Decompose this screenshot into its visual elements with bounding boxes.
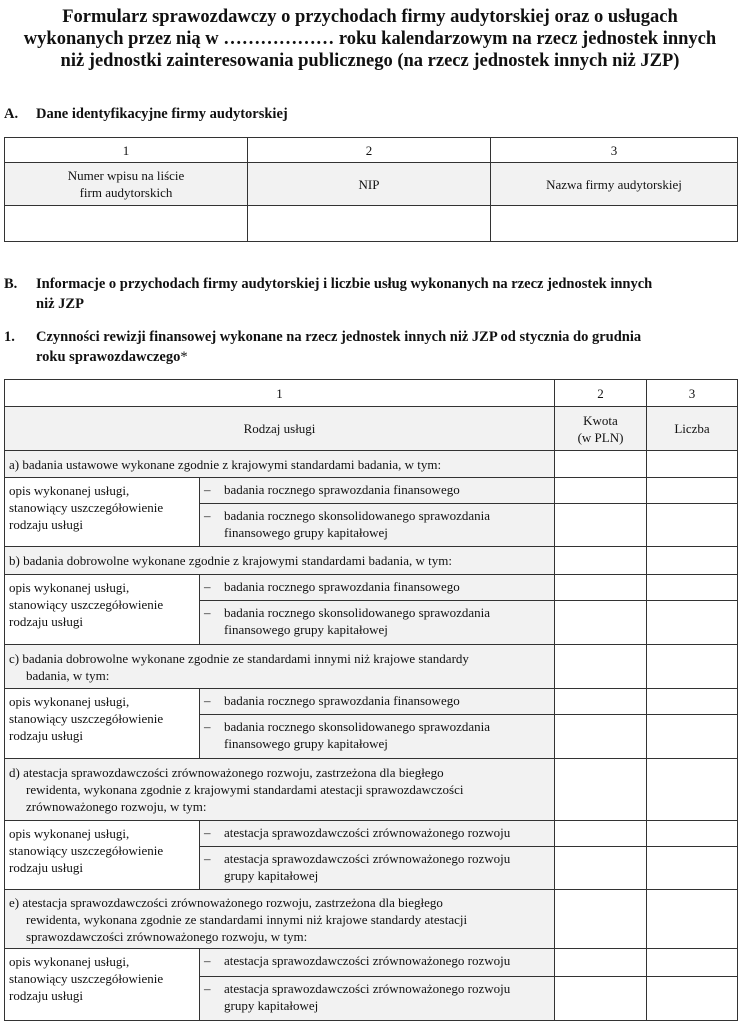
- dash-bullet: –: [204, 825, 211, 840]
- subitem-line: badania rocznego sprawozdania finansowego: [224, 482, 460, 497]
- label-line: rodzaju usługi: [9, 728, 84, 743]
- header-firm-name: Nazwa firmy audytorskiej: [491, 163, 738, 206]
- dash-bullet: –: [204, 851, 211, 866]
- amount-field[interactable]: [555, 715, 647, 759]
- description-label: [5, 575, 200, 645]
- count-field[interactable]: [647, 949, 738, 977]
- column-number: 3: [647, 380, 738, 407]
- section-number: 1.: [4, 329, 15, 345]
- amount-field[interactable]: [555, 601, 647, 645]
- column-number: 3: [491, 138, 738, 163]
- subitem-line: grupy kapitałowej: [224, 868, 319, 883]
- heading-line: Czynności rewizji finansowej wykonane na rzecz jednostek innych niż JZP od stycznia do grudnia: [36, 329, 642, 345]
- label-line: stanowiący uszczegółowienie: [9, 597, 164, 612]
- label-line: stanowiący uszczegółowienie: [9, 500, 164, 515]
- section-a-heading: [4, 104, 288, 124]
- audit-services-table: [4, 379, 738, 1021]
- dash-bullet: –: [204, 953, 211, 968]
- table-row-subitem: [5, 689, 738, 715]
- subitem-line: atestacja sprawozdawczości zrównoważonego rozwoju: [224, 981, 511, 996]
- subitem-line: grupy kapitałowej: [224, 998, 319, 1013]
- service-category-e: [5, 890, 555, 949]
- subitem-line: finansowego grupy kapitałowej: [224, 736, 388, 751]
- label-line: opis wykonanej usługi,: [9, 694, 130, 709]
- amount-field[interactable]: [555, 451, 647, 478]
- heading-line: niż JZP: [36, 296, 84, 312]
- count-field[interactable]: [647, 601, 738, 645]
- label-line: rodzaju usługi: [9, 988, 84, 1003]
- description-label: [5, 689, 200, 759]
- subitem-text: [224, 824, 510, 841]
- title-line: Formularz sprawozdawczy o przychodach firmy audytorskiej oraz o usługach: [62, 7, 678, 27]
- category-line: b) badania dobrowolne wykonane zgodnie z krajowymi standardami badania, w tym:: [9, 553, 452, 568]
- category-line: rewidenta, wykonana zgodnie z krajowymi standardami atestacji sprawozdawczości: [26, 782, 464, 797]
- amount-field[interactable]: [555, 575, 647, 601]
- header-service-type: Rodzaj usługi: [5, 407, 555, 451]
- title-line: niż jednostki zainteresowania publicznego (na rzecz jednostek innych niż JZP): [60, 51, 680, 71]
- table-row-subitem: [5, 575, 738, 601]
- label-line: stanowiący uszczegółowienie: [9, 971, 164, 986]
- subitem-text: [224, 481, 460, 498]
- category-line: d) atestacja sprawozdawczości zrównoważonego rozwoju, zastrzeżona dla biegłego: [9, 765, 444, 780]
- service-subitem: [200, 601, 555, 645]
- amount-field[interactable]: [555, 759, 647, 821]
- subitem-text: [224, 578, 460, 595]
- amount-field[interactable]: [555, 821, 647, 847]
- subitem-line: badania rocznego skonsolidowanego sprawozdania: [224, 719, 491, 734]
- table-row-group-b: [5, 547, 738, 575]
- subitem-line: atestacja sprawozdawczości zrównoważonego rozwoju: [224, 825, 511, 840]
- subitem-text: [224, 692, 460, 709]
- service-subitem: [200, 504, 555, 547]
- count-field[interactable]: [647, 478, 738, 504]
- amount-field[interactable]: [555, 547, 647, 575]
- header-line: (w PLN): [577, 429, 624, 445]
- header-count: Liczba: [647, 407, 738, 451]
- table-row-group-d: [5, 759, 738, 821]
- service-category-c: [5, 645, 555, 689]
- amount-field[interactable]: [555, 890, 647, 949]
- column-number: 2: [555, 380, 647, 407]
- subitem-line: badania rocznego sprawozdania finansowego: [224, 693, 460, 708]
- column-number: 1: [5, 380, 555, 407]
- service-subitem: [200, 977, 555, 1021]
- subitem-line: badania rocznego sprawozdania finansowego: [224, 579, 460, 594]
- category-line: sprawozdawczości zrównoważonego rozwoju, w tym:: [26, 928, 308, 944]
- section-number: A.: [4, 106, 19, 122]
- service-subitem: [200, 689, 555, 715]
- column-number: 1: [5, 138, 248, 163]
- category-line: a) badania ustawowe wykonane zgodnie z krajowymi standardami badania, w tym:: [9, 456, 442, 472]
- subitem-line: finansowego grupy kapitałowej: [224, 525, 388, 540]
- section-title: Dane identyfikacyjne firmy audytorskiej: [36, 106, 288, 122]
- column-number: 2: [248, 138, 491, 163]
- subitem-text: [224, 718, 490, 752]
- label-line: rodzaju usługi: [9, 860, 84, 875]
- service-subitem: [200, 715, 555, 759]
- count-field[interactable]: [647, 890, 738, 949]
- label-line: opis wykonanej usługi,: [9, 954, 130, 969]
- service-category-d: [5, 759, 555, 821]
- subitem-text: [224, 507, 490, 541]
- firm-identification-table: [4, 137, 738, 242]
- count-field[interactable]: [647, 977, 738, 1021]
- firm-name-field[interactable]: [491, 206, 738, 242]
- header-registry-number: [5, 163, 248, 206]
- subitem-text: [224, 850, 510, 884]
- nip-field[interactable]: [248, 206, 491, 242]
- table-row-group-a: [5, 451, 738, 478]
- count-field[interactable]: [647, 547, 738, 575]
- header-nip: NIP: [248, 163, 491, 206]
- description-label: [5, 478, 200, 547]
- header-line: firm audytorskich: [79, 185, 173, 200]
- count-field[interactable]: [647, 847, 738, 890]
- service-category-b: [5, 547, 555, 575]
- count-field[interactable]: [647, 451, 738, 478]
- description-label: [5, 949, 200, 1021]
- dash-bullet: –: [204, 508, 211, 523]
- subsection-1-heading: [4, 327, 724, 367]
- section-title: [36, 274, 724, 314]
- count-field[interactable]: [647, 715, 738, 759]
- count-field[interactable]: [647, 575, 738, 601]
- dash-bullet: –: [204, 482, 211, 497]
- heading-line: Informacje o przychodach firmy audytorskiej i liczbie usług wykonanych na rzecz jednostek innych: [36, 276, 653, 292]
- count-field[interactable]: [647, 759, 738, 821]
- section-title: [36, 327, 724, 367]
- dash-bullet: –: [204, 719, 211, 734]
- subitem-line: finansowego grupy kapitałowej: [224, 622, 388, 637]
- header-line: Numer wpisu na liście: [67, 168, 185, 183]
- count-field[interactable]: [647, 821, 738, 847]
- table-row-subitem: [5, 821, 738, 847]
- dash-bullet: –: [204, 605, 211, 620]
- footnote-asterisk: *: [180, 349, 188, 365]
- count-field[interactable]: [647, 645, 738, 689]
- table-row-group-c: [5, 645, 738, 689]
- service-subitem: [200, 821, 555, 847]
- amount-field[interactable]: [555, 977, 647, 1021]
- form-title: [0, 6, 740, 72]
- dash-bullet: –: [204, 981, 211, 996]
- amount-field[interactable]: [555, 504, 647, 547]
- service-subitem: [200, 575, 555, 601]
- label-line: stanowiący uszczegółowienie: [9, 711, 164, 726]
- subitem-line: badania rocznego skonsolidowanego sprawozdania: [224, 508, 491, 523]
- label-line: rodzaju usługi: [9, 517, 84, 532]
- table-row-group-e: [5, 890, 738, 949]
- label-line: stanowiący uszczegółowienie: [9, 843, 164, 858]
- amount-field[interactable]: [555, 847, 647, 890]
- category-line: badania, w tym:: [26, 667, 110, 683]
- count-field[interactable]: [647, 689, 738, 715]
- registry-number-field[interactable]: [5, 206, 248, 242]
- label-line: opis wykonanej usługi,: [9, 826, 130, 841]
- subitem-line: atestacja sprawozdawczości zrównoważonego rozwoju: [224, 851, 511, 866]
- category-line: rewidenta, wykonana zgodnie ze standardami innymi niż krajowe standardy atestacji: [26, 911, 468, 927]
- header-line: Kwota: [583, 412, 618, 428]
- amount-field[interactable]: [555, 949, 647, 977]
- service-subitem: [200, 478, 555, 504]
- dash-bullet: –: [204, 579, 211, 594]
- amount-field[interactable]: [555, 689, 647, 715]
- category-line: c) badania dobrowolne wykonane zgodnie ze standardami innymi niż krajowe standardy: [9, 650, 469, 666]
- dash-bullet: –: [204, 693, 211, 708]
- section-number: B.: [4, 276, 18, 292]
- label-line: opis wykonanej usługi,: [9, 580, 130, 595]
- table-row-subitem: [5, 478, 738, 504]
- service-subitem: [200, 949, 555, 977]
- amount-field[interactable]: [555, 478, 647, 504]
- count-field[interactable]: [647, 504, 738, 547]
- label-line: rodzaju usługi: [9, 614, 84, 629]
- category-line: zrównoważonego rozwoju, w tym:: [26, 799, 207, 814]
- table-row-subitem: [5, 949, 738, 977]
- service-subitem: [200, 847, 555, 890]
- category-line: e) atestacja sprawozdawczości zrównoważonego rozwoju, zastrzeżona dla biegłego: [9, 894, 443, 910]
- heading-line: roku sprawozdawczego: [36, 349, 181, 365]
- label-line: opis wykonanej usługi,: [9, 483, 130, 498]
- subitem-line: atestacja sprawozdawczości zrównoważonego rozwoju: [224, 953, 511, 968]
- description-label: [5, 821, 200, 890]
- service-category-a: [5, 451, 555, 478]
- subitem-text: [224, 980, 510, 1014]
- subitem-line: badania rocznego skonsolidowanego sprawozdania: [224, 605, 491, 620]
- subitem-text: [224, 952, 510, 969]
- header-amount: [555, 407, 647, 451]
- section-b-heading: [4, 274, 724, 314]
- subitem-text: [224, 604, 490, 638]
- amount-field[interactable]: [555, 645, 647, 689]
- title-line: wykonanych przez nią w ……………… roku kalendarzowym na rzecz jednostek innych: [23, 29, 717, 49]
